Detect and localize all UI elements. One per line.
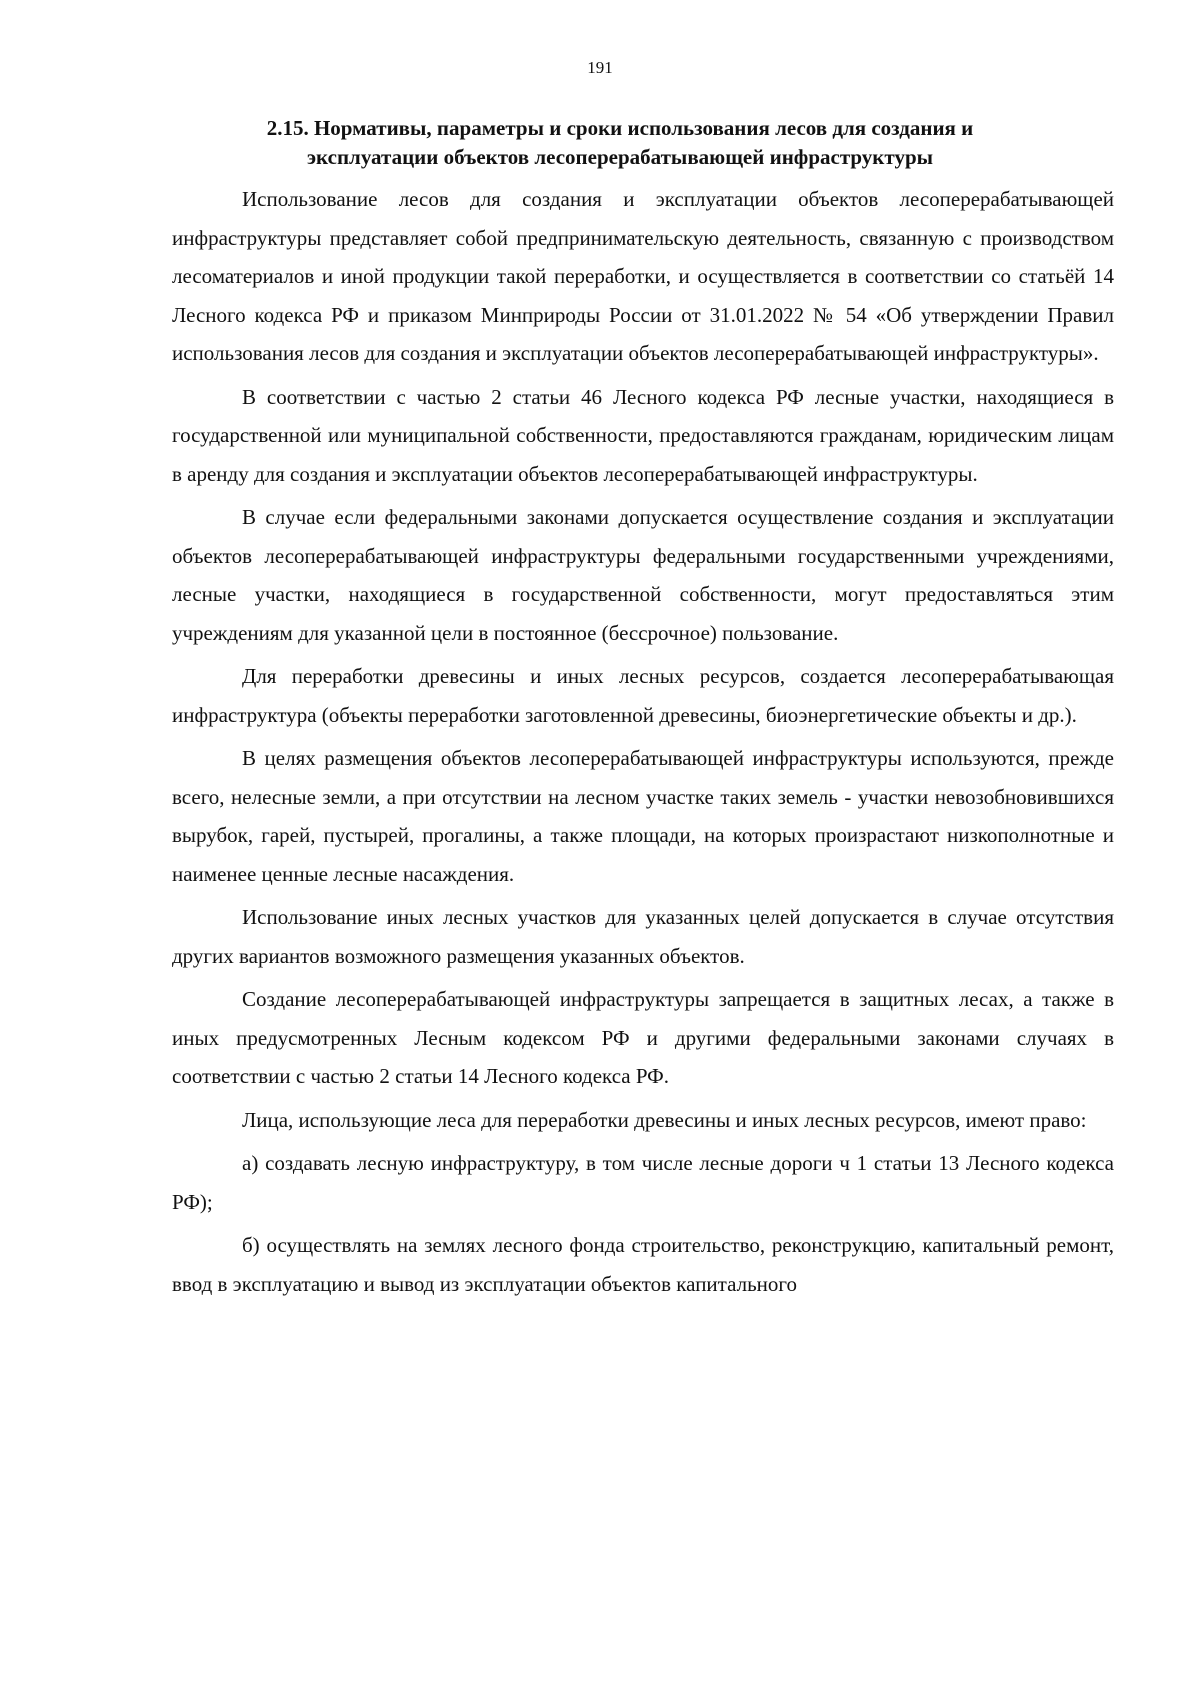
paragraph-3: В случае если федеральными законами допускается осуществление создания и эксплуатации объектов лесоперерабатывающей инфраструктуры федеральными государственными учреждениями, лесные участки, находящиеся в государственной собственности, могут предоставляться этим учреждениям для указанной цели в постоянное (бессрочное) пользование.	[172, 505, 1114, 645]
paragraph-2: В соответствии с частью 2 статьи 46 Лесного кодекса РФ лесные участки, находящиеся в государственной или муниципальной собственности, предоставляются гражданам, юридическим лицам в аренду для создания и эксплуатации объектов лесоперерабатывающей инфраструктуры.	[172, 384, 1114, 486]
section-heading-line-2: эксплуатации объектов лесоперерабатывающей инфраструктуры	[306, 145, 934, 169]
paragraph-7: Создание лесоперерабатывающей инфраструктуры запрещается в защитных лесах, а также в иных предусмотренных Лесным кодексом РФ и другими федеральными законами случаях в соответствии с частью 2 статьи 14 Лесного кодекса РФ.	[172, 987, 1114, 1088]
list-item-b: б) осуществлять на землях лесного фонда строительство, реконструкцию, капитальный ремонт, ввод в эксплуатацию и вывод из эксплуатации объектов капитального	[172, 1233, 1114, 1296]
paragraph-4: Для переработки древесины и иных лесных ресурсов, создается лесоперерабатывающая инфраструктура (объекты переработки заготовленной древесины, биоэнергетические объекты и др.).	[172, 664, 1114, 727]
paragraph-5: В целях размещения объектов лесоперерабатывающей инфраструктуры используются, прежде всего, нелесные земли, а при отсутствии на лесном участке таких земель - участки невозобновившихся вырубок, гарей, пустырей, прогалины, а также площади, на которых произрастают низкополнотные и наименее ценные лесные насаждения.	[172, 746, 1114, 886]
paragraph-6: Использование иных лесных участков для указанных целей допускается в случае отсутствия других вариантов возможного размещения указанных объектов.	[172, 905, 1114, 968]
paragraph-8: Лица, использующие леса для переработки древесины и иных лесных ресурсов, имеют право:	[242, 1107, 1087, 1132]
page-number: 191	[587, 58, 613, 77]
paragraph-1: Использование лесов для создания и эксплуатации объектов лесоперерабатывающей инфраструктуры представляет собой предпринимательскую деятельность, связанную с производством лесоматериалов и иной продукции такой переработки, и осуществляется в соответствии со статьёй 14 Лесного кодекса РФ и приказом Минприроды России от 31.01.2022 № 54 «Об утверждении Правил использования лесов для создания и эксплуатации объектов лесоперерабатывающей инфраструктуры».	[172, 187, 1114, 365]
body-text	[172, 180, 1114, 1308]
section-heading-line-1: 2.15. Нормативы, параметры и сроки использования лесов для создания и	[266, 116, 974, 140]
list-item-a: а) создавать лесную инфраструктуру, в том числе лесные дороги ч 1 статьи 13 Лесного кодекса РФ);	[172, 1151, 1114, 1214]
section-heading	[200, 114, 1040, 172]
